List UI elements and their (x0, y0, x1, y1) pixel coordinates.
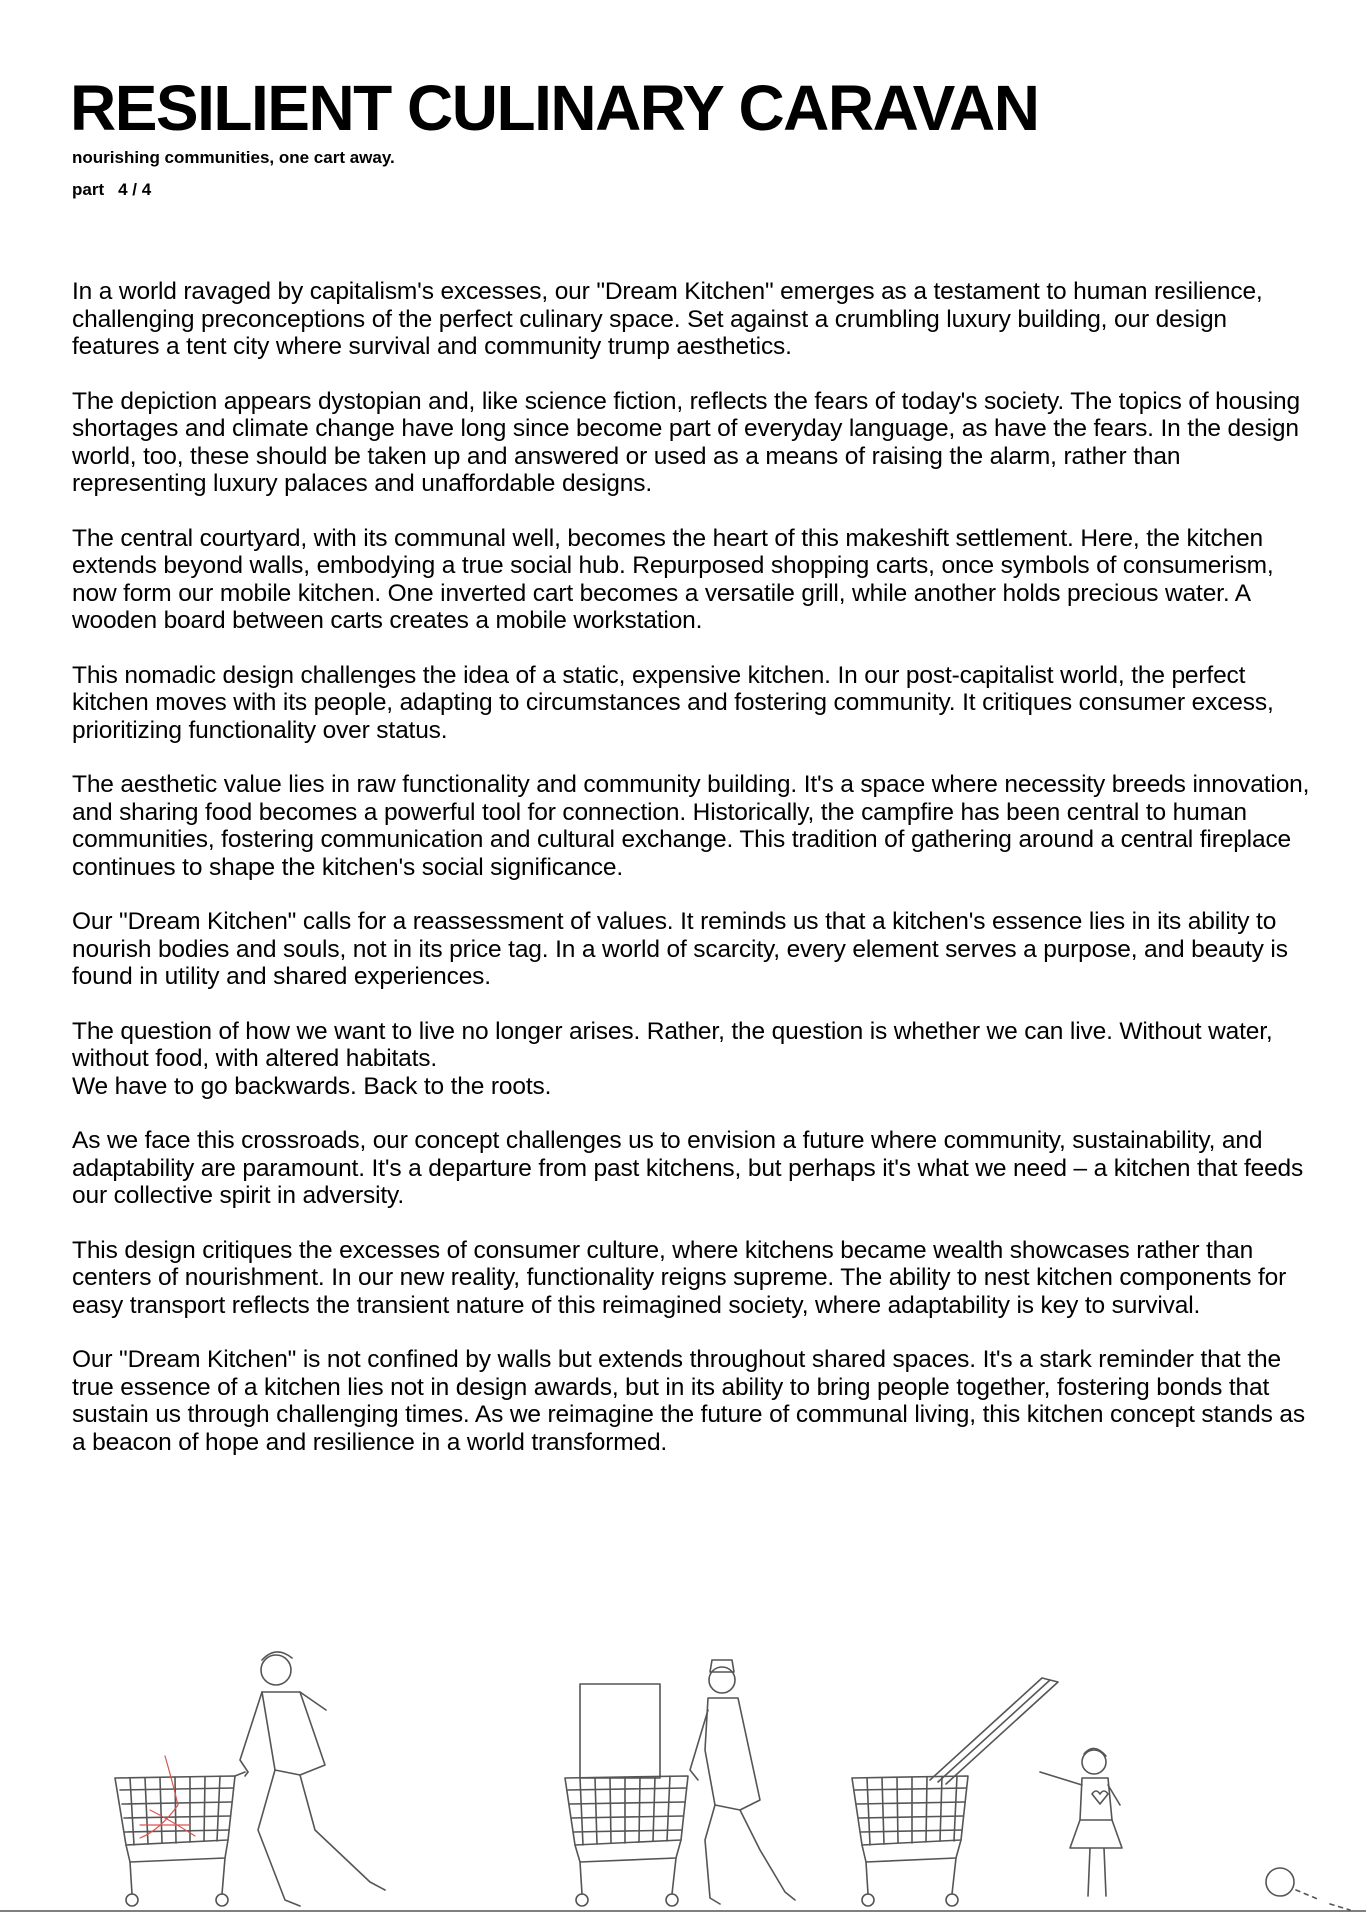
man-pushing-cart (240, 1652, 385, 1906)
paragraph: Our "Dream Kitchen" is not confined by walls but extends throughout shared spaces. It's a stark reminder that the true essence of a kitchen lies not in design awards, but in its ability to bring people together, fostering bonds that sustain us through challenging times. As we reimagine the future of communal living, this kitchen concept stands as a beacon of hope and resilience in a world transformed. (72, 1346, 1305, 1456)
paragraph: The question of how we want to live no longer arises. Rather, the question is whether we can live. Without water, without food, with altered habitats. We have to go backwards. Back to the roots. (72, 1017, 1273, 1100)
part-label: part (72, 180, 105, 199)
cart-two (565, 1684, 688, 1906)
paragraph: In a world ravaged by capitalism's excesses, our "Dream Kitchen" emerges as a testament to human resilience, challenging preconceptions of the perfect culinary space. Set against a crumbling luxury building, our design features a tent city where survival and community trump aesthetics. (72, 278, 1263, 360)
paragraph: As we face this crossroads, our concept challenges us to envision a future where community, sustainability, and adaptability are paramount. It's a departure from past kitchens, but perhaps it's what we need – a kitchen that feeds our collective spirit in adversity. (72, 1127, 1304, 1209)
cart-three (852, 1678, 1058, 1906)
man-pushing-cart-two (690, 1660, 795, 1904)
body-text (72, 278, 1312, 1483)
child-figure (1040, 1748, 1122, 1896)
paragraph: This nomadic design challenges the idea of a static, expensive kitchen. In our post-capitalist world, the perfect kitchen moves with its people, adapting to circumstances and fostering community. It critiques consumer excess, prioritizing functionality over status. (72, 661, 1274, 744)
cart-one (115, 1772, 245, 1906)
page-title: RESILIENT CULINARY CARAVAN (70, 72, 1039, 144)
part-indicator (72, 180, 151, 200)
caravan-illustration (0, 1600, 1366, 1932)
ball (1266, 1868, 1350, 1910)
paragraph: This design critiques the excesses of consumer culture, where kitchens became wealth showcases rather than centers of nourishment. In our new reality, functionality reigns supreme. The ability to nest kitchen components for easy transport reflects the transient nature of this reimagined society, where adaptability is key to survival. (72, 1236, 1287, 1319)
cart-one-contents (140, 1756, 195, 1838)
tagline: nourishing communities, one cart away. (72, 148, 395, 167)
paragraph: Our "Dream Kitchen" calls for a reassessment of values. It reminds us that a kitchen's essence lies in its ability to nourish bodies and souls, not in its price tag. In a world of scarcity, every element serves a purpose, and beauty is found in utility and shared experiences. (72, 908, 1288, 990)
paragraph: The depiction appears dystopian and, like science fiction, reflects the fears of today's society. The topics of housing shortages and climate change have long since become part of everyday language, as have the fears. In the design world, too, these should be taken up and answered or used as a means of raising the alarm, rather than representing luxury palaces and unaffordable designs. (72, 387, 1300, 497)
part-number: 4 / 4 (118, 180, 152, 199)
paragraph: The central courtyard, with its communal well, becomes the heart of this makeshift settlement. Here, the kitchen extends beyond walls, embodying a true social hub. Repurposed shopping carts, once symbols of consumerism, now form our mobile kitchen. One inverted cart becomes a versatile grill, while another holds precious water. A wooden board between carts creates a mobile workstation. (72, 524, 1274, 634)
paragraph: The aesthetic value lies in raw functionality and community building. It's a space where necessity breeds innovation, and sharing food becomes a powerful tool for connection. Historically, the campfire has been central to human communities, fostering communication and cultural exchange. This tradition of gathering around a central fireplace continues to shape the kitchen's social significance. (72, 771, 1310, 881)
